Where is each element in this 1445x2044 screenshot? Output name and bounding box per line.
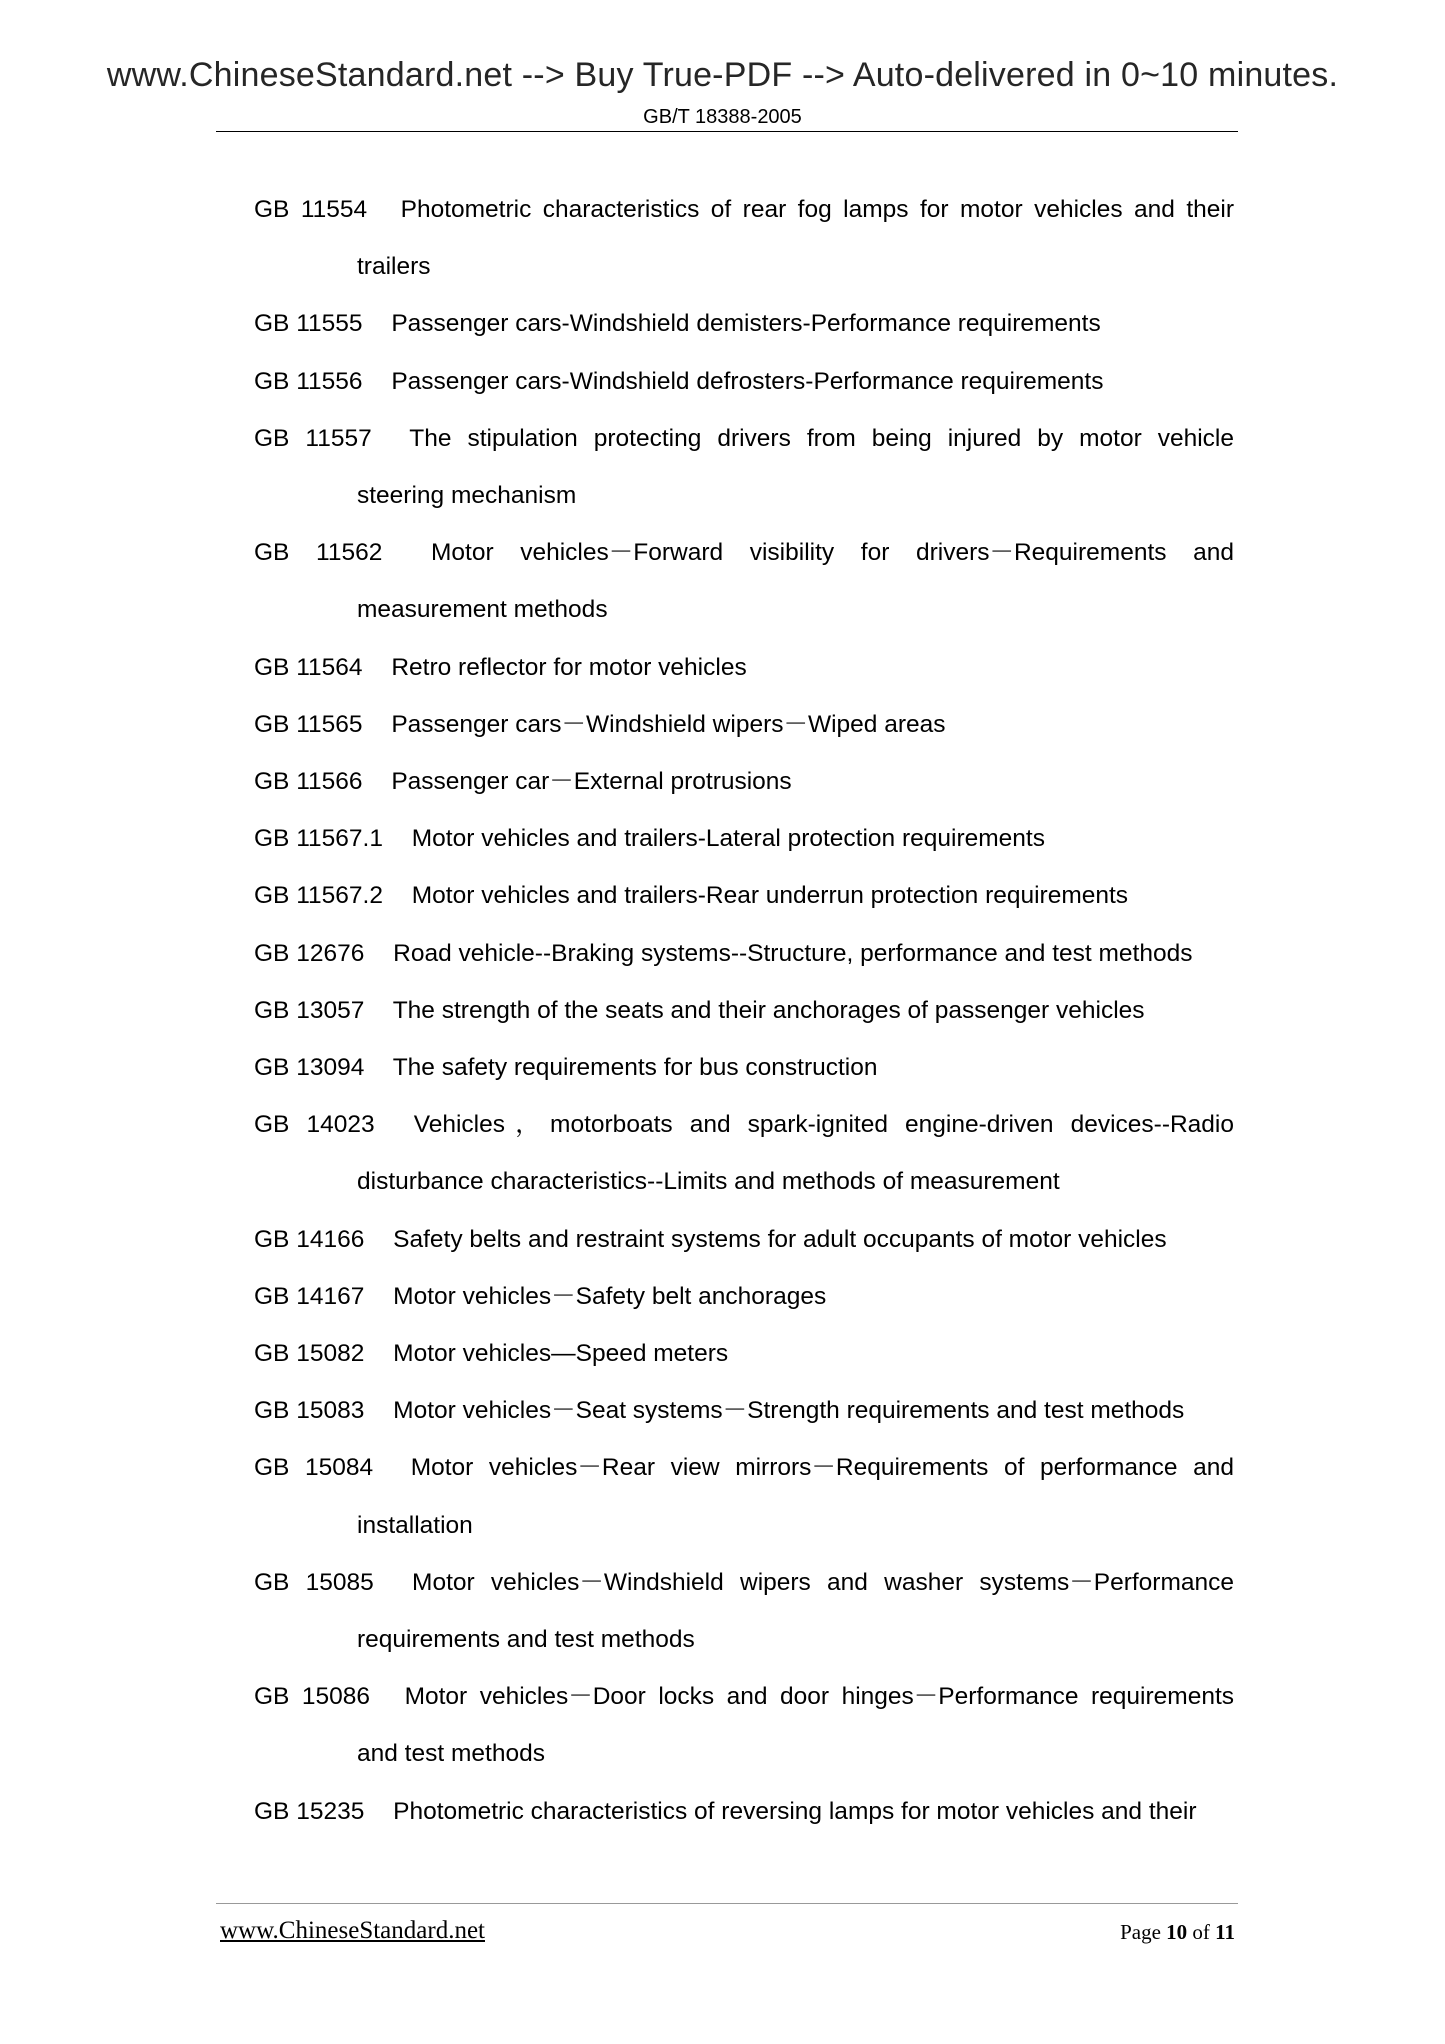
standard-title: Safety belts and restraint systems for adult occupants of motor vehicles	[393, 1225, 1167, 1253]
reference-entry	[254, 1439, 1234, 1553]
reference-list	[254, 181, 1234, 1840]
standard-title: Motor vehicles－Door locks and door hinges－Performance requirements	[404, 1683, 1235, 1711]
standard-title: Photometric characteristics of rear fog lamps for motor vehicles and their	[400, 196, 1235, 223]
reference-entry	[254, 295, 1234, 352]
standard-title: Photometric characteristics of reversing lamps for motor vehicles and their	[393, 1797, 1197, 1825]
reference-entry	[254, 639, 1234, 696]
standard-code: GB 11555	[254, 310, 363, 338]
standard-title-continuation: steering mechanism	[357, 482, 577, 510]
reference-entry	[254, 353, 1234, 410]
standard-title: Motor vehicles and trailers-Lateral protection requirements	[411, 825, 1045, 853]
of-word: of	[1192, 1920, 1210, 1944]
standard-code: GB 14166	[254, 1225, 365, 1253]
reference-entry	[254, 982, 1234, 1039]
reference-entry	[254, 1096, 1234, 1210]
page-total: 11	[1215, 1920, 1235, 1944]
standard-code: GB 15085	[254, 1568, 374, 1596]
standard-id-header: GB/T 18388-2005	[643, 106, 802, 128]
reference-entry	[254, 1783, 1234, 1840]
entry-first-line	[254, 295, 1234, 352]
entry-first-line	[254, 753, 1234, 810]
reference-entry	[254, 925, 1234, 982]
entry-first-line	[254, 1039, 1234, 1096]
entry-first-line	[254, 1325, 1234, 1382]
standard-code: GB 14167	[254, 1282, 365, 1310]
entry-first-line	[254, 1554, 1234, 1611]
reference-entry	[254, 1554, 1234, 1668]
standard-title: Vehicles，motorboats and spark-ignited engine-driven devices--Radio	[413, 1111, 1234, 1139]
standard-code: GB 11567.2	[254, 882, 383, 910]
reference-entry	[254, 1268, 1234, 1325]
standard-code: GB 11556	[254, 367, 363, 395]
standard-title: Passenger cars-Windshield defrosters-Performance requirements	[391, 367, 1104, 395]
reference-entry	[254, 181, 1234, 295]
standard-title: Motor vehicles－Windshield wipers and washer systems－Performance	[412, 1568, 1234, 1596]
standard-code: GB 15082	[254, 1340, 365, 1368]
standard-title: Road vehicle--Braking systems--Structure, performance and test methods	[393, 939, 1193, 967]
standard-title-continuation: measurement methods	[357, 596, 608, 624]
entry-first-line	[254, 353, 1234, 410]
reference-entry	[254, 1325, 1234, 1382]
standard-code: GB 11554	[254, 196, 368, 223]
page-current: 10	[1166, 1920, 1188, 1944]
footer-divider	[216, 1903, 1238, 1904]
standard-code: GB 12676	[254, 939, 365, 967]
standard-title: Retro reflector for motor vehicles	[391, 653, 747, 681]
standard-title-continuation: disturbance characteristics--Limits and methods of measurement	[357, 1168, 1060, 1196]
standard-title: Motor vehicles－Seat systems－Strength requirements and test methods	[393, 1397, 1185, 1425]
standard-title-continuation: trailers	[357, 253, 431, 281]
standard-title-continuation: installation	[357, 1511, 473, 1539]
entry-first-line	[254, 1439, 1234, 1496]
reference-entry	[254, 1211, 1234, 1268]
standard-title: Motor vehicles and trailers-Rear underrun protection requirements	[411, 882, 1129, 910]
reference-entry	[254, 410, 1234, 524]
standard-title-continuation: requirements and test methods	[357, 1626, 695, 1654]
standard-code: GB 15086	[254, 1683, 371, 1711]
standard-title: Motor vehicles－Rear view mirrors－Requirements of performance and	[410, 1454, 1234, 1482]
entry-first-line	[254, 410, 1234, 467]
standard-title-continuation: and test methods	[357, 1740, 545, 1768]
standard-code: GB 11565	[254, 710, 363, 738]
reference-entry	[254, 1382, 1234, 1439]
standard-code: GB 15083	[254, 1397, 365, 1425]
page-word: Page	[1120, 1920, 1161, 1944]
entry-first-line	[254, 982, 1234, 1039]
entry-first-line	[254, 925, 1234, 982]
standard-title: Motor vehicles－Forward visibility for drivers－Requirements and	[430, 539, 1235, 567]
standard-title: Passenger cars－Windshield wipers－Wiped areas	[391, 710, 946, 738]
standard-title: Passenger cars-Windshield demisters-Performance requirements	[391, 310, 1101, 338]
standard-title: The stipulation protecting drivers from being injured by motor vehicle	[409, 424, 1235, 452]
standard-title: The safety requirements for bus construction	[392, 1054, 878, 1082]
standard-code: GB 13057	[254, 996, 365, 1024]
standard-title: The strength of the seats and their anchorages of passenger vehicles	[392, 996, 1145, 1024]
standard-title: Passenger car－External protrusions	[391, 768, 792, 796]
entry-first-line	[254, 1268, 1234, 1325]
standard-code: GB 11557	[254, 424, 372, 452]
reference-entry	[254, 696, 1234, 753]
reference-entry	[254, 867, 1234, 924]
entry-first-line	[254, 1096, 1234, 1153]
top-banner[interactable]: www.ChineseStandard.net --> Buy True-PDF --> Auto-delivered in 0~10 minutes.	[106, 56, 1339, 94]
reference-entry	[254, 810, 1234, 867]
page-number	[1120, 1920, 1235, 1945]
standard-code: GB 14023	[254, 1111, 375, 1139]
entry-first-line	[254, 1668, 1234, 1725]
reference-entry	[254, 524, 1234, 638]
entry-first-line	[254, 867, 1234, 924]
reference-entry	[254, 1039, 1234, 1096]
entry-first-line	[254, 810, 1234, 867]
entry-first-line	[254, 1382, 1234, 1439]
entry-first-line	[254, 181, 1234, 238]
standard-code: GB 13094	[254, 1054, 365, 1082]
header-divider	[216, 131, 1238, 132]
standard-code: GB 11566	[254, 768, 363, 796]
reference-entry	[254, 753, 1234, 810]
entry-first-line	[254, 1783, 1234, 1840]
standard-code: GB 11562	[254, 539, 383, 567]
reference-entry	[254, 1668, 1234, 1782]
standard-title: Motor vehicles－Safety belt anchorages	[393, 1282, 827, 1310]
standard-title: Motor vehicles—Speed meters	[393, 1340, 729, 1368]
entry-first-line	[254, 1211, 1234, 1268]
standard-code: GB 15235	[254, 1797, 365, 1825]
footer-site-link[interactable]: www.ChineseStandard.net	[220, 1917, 485, 1944]
entry-first-line	[254, 524, 1234, 581]
standard-code: GB 15084	[254, 1454, 374, 1482]
entry-first-line	[254, 639, 1234, 696]
entry-first-line	[254, 696, 1234, 753]
standard-code: GB 11564	[254, 653, 363, 681]
standard-code: GB 11567.1	[254, 825, 383, 853]
